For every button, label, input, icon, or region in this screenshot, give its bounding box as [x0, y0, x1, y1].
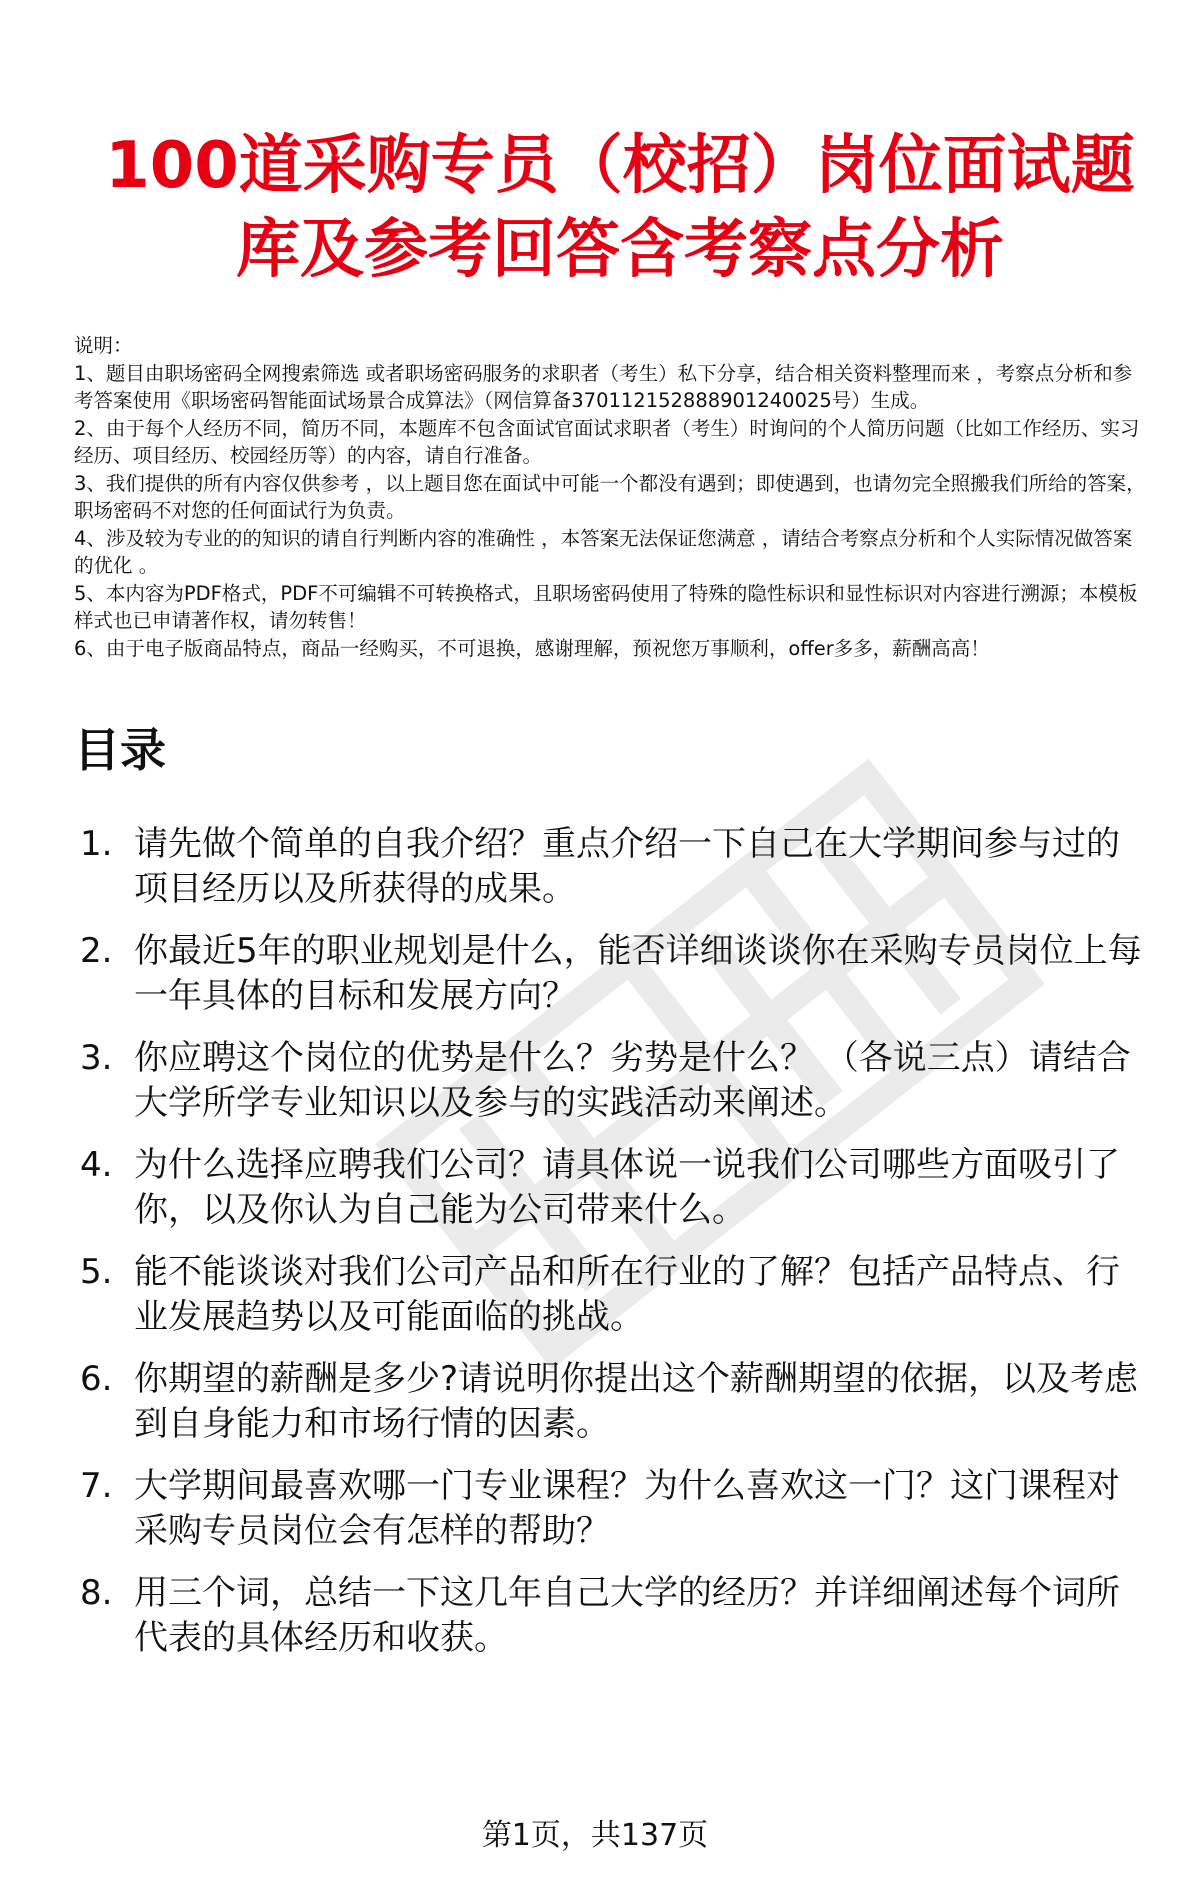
- toc-item: [74, 1464, 1146, 1554]
- toc-item: [74, 822, 1146, 912]
- notes-section: [74, 332, 1146, 662]
- document-page: [0, 124, 1190, 1661]
- toc-item-number: 6.: [80, 1359, 113, 1399]
- toc-item-number: 1.: [80, 824, 113, 864]
- toc-item-text: 用三个词，总结一下这几年自己大学的经历？并详细阐述每个词所代表的具体经历和收获。: [134, 1573, 1120, 1658]
- toc-item-text: 你最近5年的职业规划是什么，能否详细谈谈你在采购专员岗位上每一年具体的目标和发展方向？: [134, 931, 1142, 1016]
- toc-item-number: 5.: [80, 1252, 113, 1292]
- toc-item-text: 你期望的薪酬是多少?请说明你提出这个薪酬期望的依据，以及考虑到自身能力和市场行情的因素。: [134, 1359, 1139, 1444]
- toc-item: [74, 1357, 1146, 1447]
- notes-item: 6、由于电子版商品特点，商品一经购买，不可退换，感谢理解，预祝您万事顺利，offer多多，薪酬高高！: [74, 636, 990, 660]
- toc-list: [74, 822, 1146, 1661]
- toc-item: [74, 929, 1146, 1019]
- toc-item: [74, 1250, 1146, 1340]
- toc-item-number: 7.: [80, 1466, 113, 1506]
- toc-heading: 目录: [74, 723, 166, 777]
- toc-item: [74, 1571, 1146, 1661]
- toc-item-number: 3.: [80, 1038, 113, 1078]
- toc-item: [74, 1143, 1146, 1233]
- toc-item-number: 2.: [80, 931, 113, 971]
- title-line-2: 库及参考回答含考察点分析: [236, 213, 1004, 287]
- notes-item: 2、由于每个人经历不同，简历不同，本题库不包含面试官面试求职者（考生）时询问的个人简历问题（比如工作经历、实习经历、项目经历、校园经历等）的内容，请自行准备。: [74, 416, 1140, 467]
- toc-item: [74, 1036, 1146, 1126]
- toc-item-number: 4.: [80, 1145, 113, 1185]
- toc-item-text: 你应聘这个岗位的优势是什么？劣势是什么？ （各说三点）请结合大学所学专业知识以及参与的实践活动来阐述。: [134, 1038, 1131, 1123]
- notes-heading: 说明：: [74, 334, 133, 357]
- notes-item: 1、题目由职场密码全网搜索筛选 或者职场密码服务的求职者（考生）私下分享，结合相关资料整理而来 ，考察点分析和参考答案使用《职场密码智能面试场景合成算法》（网信算备370112152888901240025号）生成。: [74, 361, 1133, 412]
- toc-item-text: 为什么选择应聘我们公司？请具体说一说我们公司哪些方面吸引了你，以及你认为自己能为公司带来什么。: [134, 1145, 1120, 1230]
- notes-item: 3、我们提供的所有内容仅供参考 ，以上题目您在面试中可能一个都没有遇到；即使遇到，也请勿完全照搬我们所给的答案，职场密码不对您的任何面试行为负责。: [74, 471, 1146, 522]
- notes-item: 5、本内容为PDF格式，PDF不可编辑不可转换格式，且职场密码使用了特殊的隐性标识和显性标识对内容进行溯源；本模板样式也已申请著作权，请勿转售！: [74, 581, 1138, 632]
- toc-item-text: 能不能谈谈对我们公司产品和所在行业的了解？包括产品特点、行业发展趋势以及可能面临的挑战。: [134, 1252, 1120, 1337]
- toc-item-text: 请先做个简单的自我介绍？重点介绍一下自己在大学期间参与过的项目经历以及所获得的成果。: [134, 824, 1120, 909]
- toc-item-text: 大学期间最喜欢哪一门专业课程？为什么喜欢这一门？这门课程对采购专员岗位会有怎样的帮助？: [134, 1466, 1120, 1551]
- notes-item: 4、涉及较为专业的的知识的请自行判断内容的准确性 ，本答案无法保证您满意 ，请结合考察点分析和个人实际情况做答案的优化 。: [74, 526, 1133, 577]
- document-title: [74, 124, 1146, 292]
- title-line-1: 100道采购专员（校招）岗位面试题: [105, 129, 1135, 203]
- page-number-footer: 第1页，共137页: [481, 1818, 709, 1853]
- toc-item-number: 8.: [80, 1573, 113, 1613]
